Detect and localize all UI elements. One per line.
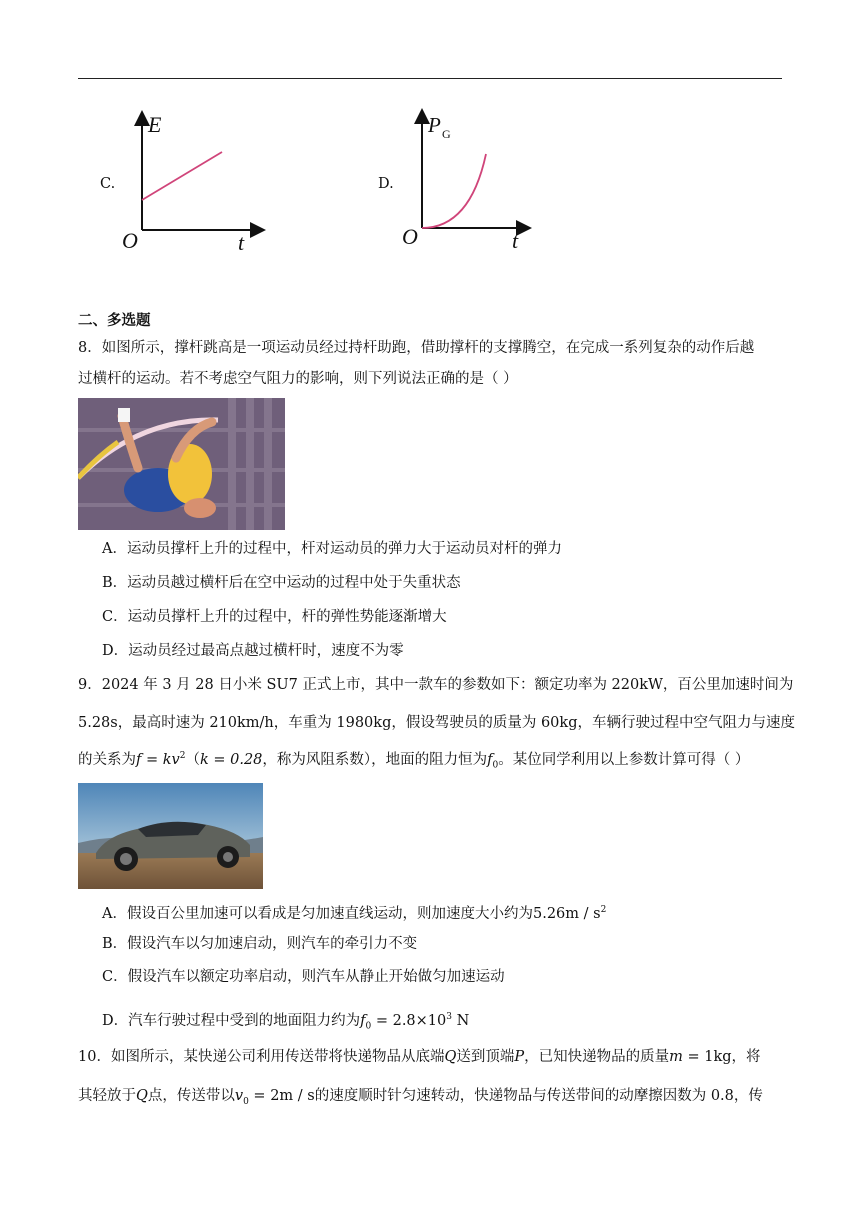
- y-axis-label: E: [148, 112, 162, 137]
- q10-mass-symbol: m: [669, 1049, 683, 1065]
- origin-label: O: [402, 224, 418, 249]
- q9-stem-line1: 9．2024 年 3 月 28 日小米 SU7 正式上市，其中一款车的参数如下：额定功率为 220kW，百公里加速时间为: [78, 677, 794, 693]
- q9-option-d-f: f: [360, 1012, 366, 1029]
- q10-line1-b: 送到顶端: [456, 1049, 515, 1065]
- pole-vault-illustration: [78, 398, 285, 530]
- y-axis-subscript: G: [442, 127, 451, 141]
- y-axis-label: P: [428, 113, 441, 137]
- q9-option-a-text: A．假设百公里加速可以看成是匀加速直线运动，则加速度大小约为: [102, 905, 533, 922]
- q9-option-b: B．假设汽车以匀加速启动，则汽车的牵引力不变: [102, 936, 418, 952]
- q8-option-b: B．运动员越过横杆后在空中运动的过程中处于失重状态: [102, 575, 461, 591]
- header-rule: [78, 78, 782, 79]
- section-title: 二、多选题: [78, 313, 151, 329]
- car-illustration: [78, 783, 263, 889]
- power-curve: [422, 154, 486, 228]
- q9-stem-line2: 5.28s，最高时速为 210km/h，车重为 1980kg，假设驾驶员的质量为 60kg，车辆行驶过程中空气阻力与速度: [78, 715, 795, 731]
- q10-speed-symbol: v: [234, 1088, 244, 1104]
- graph-c: [118, 108, 268, 254]
- pole-vault-photo: [78, 398, 285, 530]
- q10-line2: [78, 1086, 763, 1112]
- q10-point-q2: Q: [136, 1088, 148, 1104]
- q9-stem-line3: [78, 746, 749, 776]
- q9-option-a-value: 5.26m / s: [532, 905, 601, 922]
- q9-option-a-exp: 2: [600, 905, 607, 915]
- q10-line1: [78, 1047, 761, 1067]
- q10-point-p: P: [514, 1049, 525, 1065]
- q10-line1-d: ，将: [731, 1049, 761, 1065]
- q10-speed-sub: 0: [243, 1096, 249, 1107]
- car-photo: [78, 783, 263, 889]
- x-axis-label: t: [238, 230, 245, 254]
- q9-formula-k: k = 0.28: [199, 751, 263, 768]
- q9-option-c: C．假设汽车以额定功率启动，则汽车从静止开始做匀加速运动: [102, 969, 505, 985]
- q8-stem-line1: 8．如图所示，撑杆跳高是一项运动员经过持杆助跑，借助撑杆的支撑腾空，在完成一系列复杂的动作后越: [78, 340, 755, 356]
- q9-option-a: [102, 900, 606, 924]
- q9-option-d-exp: 3: [446, 1012, 452, 1022]
- q9-formula-f-exp: 2: [179, 751, 186, 761]
- q9-line3-part-c: ，称为风阻系数），地面的阻力恒为: [262, 751, 488, 768]
- q9-formula-f0: f: [487, 751, 493, 768]
- q9-option-d-unit: N: [452, 1012, 470, 1029]
- q10-line2-a: 其轻放于: [78, 1088, 136, 1104]
- q10-line2-c: 的速度顺时针匀速转动，快递物品与传送带间的动摩擦因数为 0.8，传: [314, 1088, 763, 1104]
- q10-line1-a: 10．如图所示，某快递公司利用传送带将快递物品从底端: [78, 1049, 445, 1065]
- linear-line: [142, 152, 222, 200]
- q9-line3-part-b: （: [185, 751, 200, 768]
- q9-line3-part-a: 的关系为: [78, 751, 136, 768]
- x-axis-label: t: [512, 228, 519, 253]
- q9-line3-part-d: 。某位同学利用以上参数计算可得（ ）: [498, 751, 750, 768]
- option-d-label: D.: [378, 176, 394, 192]
- q9-formula-f: f = kv: [136, 751, 180, 768]
- q9-option-d: [102, 1007, 469, 1037]
- q10-speed-value: = 2m / s: [248, 1088, 315, 1104]
- q8-stem-line2: 过横杆的运动。若不考虑空气阻力的影响，则下列说法正确的是（ ）: [78, 371, 518, 387]
- q8-option-c: C．运动员撑杆上升的过程中，杆的弹性势能逐渐增大: [102, 609, 447, 625]
- origin-label: O: [122, 228, 138, 253]
- q9-formula-f0-sub: 0: [492, 760, 499, 771]
- option-c-label: C.: [100, 176, 116, 192]
- q10-line1-c: ，已知快递物品的质量: [524, 1049, 670, 1065]
- q10-line2-b: 点，传送带以: [147, 1088, 235, 1104]
- q10-mass-value: = 1kg: [682, 1049, 732, 1065]
- graph-d: [400, 108, 550, 254]
- q9-option-d-text: D．汽车行驶过程中受到的地面阻力约为: [102, 1012, 361, 1029]
- q8-option-d: D．运动员经过最高点越过横杆时，速度不为零: [102, 643, 404, 659]
- q8-option-a: A．运动员撑杆上升的过程中，杆对运动员的弹力大于运动员对杆的弹力: [102, 541, 562, 557]
- q9-option-d-sub: 0: [365, 1021, 372, 1032]
- q9-option-d-value: = 2.8×10: [371, 1012, 447, 1029]
- q10-point-q: Q: [444, 1049, 457, 1065]
